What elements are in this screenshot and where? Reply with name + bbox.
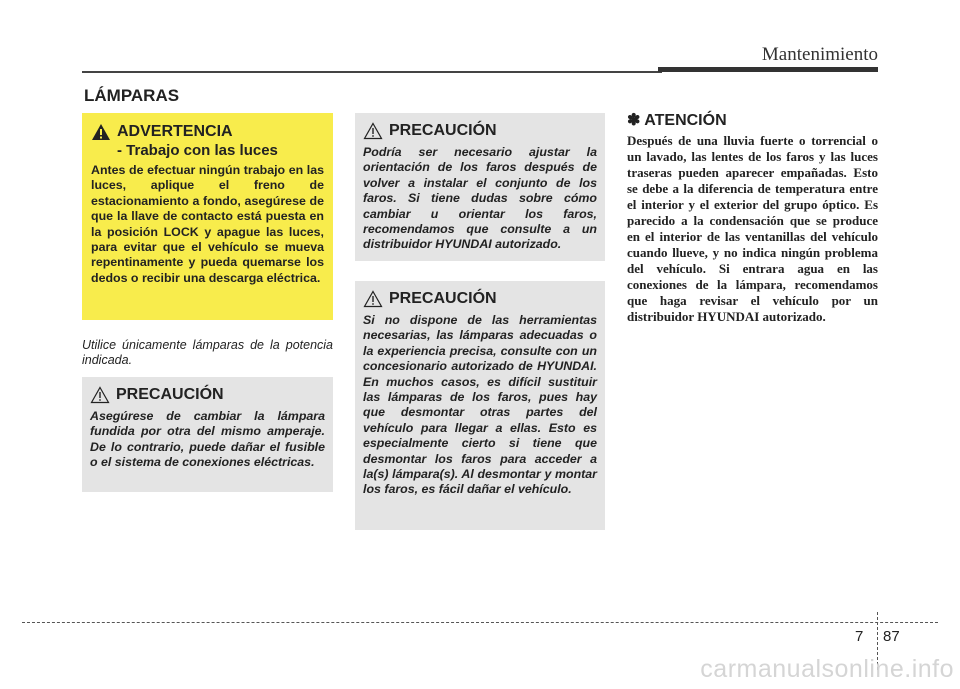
watermark: carmanualsonline.info bbox=[700, 655, 954, 683]
warning-subtitle: - Trabajo con las luces bbox=[117, 142, 278, 159]
caution-box-fuse bbox=[82, 377, 333, 492]
warning-box-header bbox=[91, 123, 324, 141]
caution-box-header bbox=[90, 386, 325, 404]
caution-box-header bbox=[363, 122, 597, 140]
usage-note: Utilice únicamente lámparas de la potencia indicada. bbox=[82, 338, 333, 367]
caution-title: PRECAUCIÓN bbox=[389, 122, 497, 139]
caution-box-header bbox=[363, 290, 597, 308]
warning-triangle-icon bbox=[91, 123, 111, 141]
chapter-number: 7 bbox=[855, 628, 864, 645]
caution-title: PRECAUCIÓN bbox=[116, 386, 224, 403]
warning-text: Antes de efectuar ningún trabajo en las luces, aplique el freno de estacionamiento a fondo, asegúrese de que la llave de contacto está puesta en la posición LOCK y apague las luces, para evitar que el vehículo se mueva repentinamente y pueda quemarse los dedos o recibir una descarga eléctrica. bbox=[91, 163, 324, 285]
caution-title: PRECAUCIÓN bbox=[389, 290, 497, 307]
warning-triangle-icon bbox=[363, 122, 383, 140]
attention-text: Después de una lluvia fuerte o torrencial o un lavado, las lentes de los faros y las luces traseras pueden aparecer empañadas. Esto se debe a la diferencia de temperatura entre el interior y el exterior del grupo óptico. Es parecido a la condensación que se produce en el interior de las ventanillas del vehículo cuando llueve, y no indica ningún problema del vehículo. Si entrara agua en las conexiones de la lámpara, recomendamos que haga revisar el vehículo por un distribuidor HYUNDAI autorizado. bbox=[627, 133, 878, 324]
header-title: Mantenimiento bbox=[761, 44, 878, 65]
caution-text: Si no dispone de las herramientas necesarias, las lámparas adecuadas o la experiencia precisa, consulte con un concesionario autorizado de HYUNDAI. En muchos casos, es difícil sustituir las lámparas de los faros, pues hay que desmontar otras partes del vehículo para llegar a ellas. Esto es especialmente cierto si tiene que desmontar los faros para acceder a la(s) lámpara(s). Al desmontar y montar los faros, es fácil dañar el vehículo. bbox=[363, 313, 597, 497]
footer-rule bbox=[22, 622, 938, 623]
warning-triangle-icon bbox=[90, 386, 110, 404]
warning-box bbox=[82, 113, 333, 320]
caution-text: Podría ser necesario ajustar la orientación de los faros después de volver a instalar el conjunto de los faros. Si tiene dudas sobre cómo cambiar u orientar los faros, recomendamos que consulte a un distribuidor HYUNDAI autorizado. bbox=[363, 145, 597, 252]
header-rule bbox=[82, 71, 662, 73]
caution-box-tools bbox=[355, 281, 605, 530]
header-rule-accent bbox=[658, 67, 878, 72]
attention-title: ✽ ATENCIÓN bbox=[627, 112, 727, 129]
page-number: 87 bbox=[883, 628, 900, 645]
caution-text: Asegúrese de cambiar la lámpara fundida por otra del mismo amperaje. De lo contrario, puede dañar el fusible o el sistema de conexiones eléctricas. bbox=[90, 409, 325, 470]
caution-box-headlight-aim bbox=[355, 113, 605, 261]
section-title: LÁMPARAS bbox=[84, 86, 180, 105]
warning-title: ADVERTENCIA bbox=[117, 123, 233, 140]
warning-triangle-icon bbox=[363, 290, 383, 308]
